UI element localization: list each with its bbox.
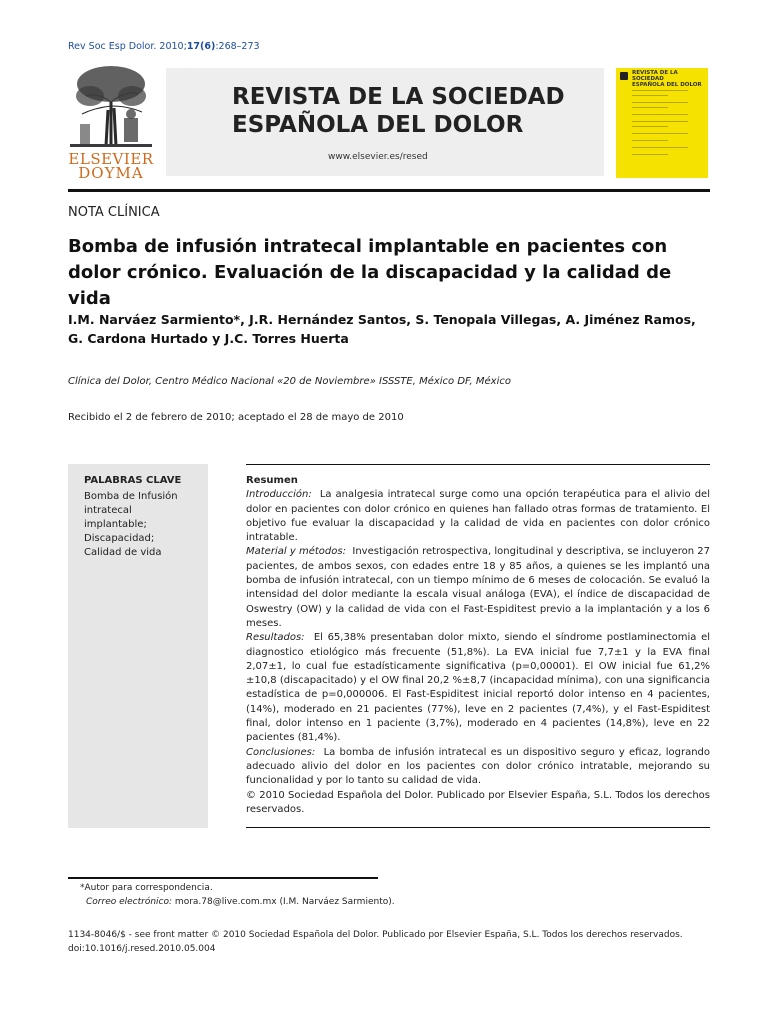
keyword-item: intratecal: [84, 505, 132, 516]
abstract-conclusions: [246, 746, 710, 789]
footnote-corresponding: *Autor para correspondencia.: [80, 883, 213, 893]
affiliation: Clínica del Dolor, Centro Médico Nacional «20 de Noviembre» ISSSTE, México DF, México: [68, 376, 511, 387]
cover-title-line2: ESPAÑOLA DEL DOLOR: [632, 82, 702, 88]
cover-text-line: [632, 107, 668, 108]
header-rule: [68, 189, 710, 192]
abstract-copyright: © 2010 Sociedad Española del Dolor. Publicado por Elsevier España, S.L. Todos los derechos reservados.: [246, 789, 710, 815]
citation-volume: 17(6): [186, 41, 216, 52]
abstract-methods-text: Investigación retrospectiva, longitudinal y descriptiva, se incluyeron 27 pacientes, de ambos sexos, con edades entre 18 y 85 años, a quienes se les implantó una bomba de infusión intratecal, con un tiempo mínimo de 6 meses de colocación. Se evaluó la intensidad del dolor mediante la escala visual análoga (EVA), el índice de discapacidad de Oswestry (OW) y la calidad de vida con el Fast-Espiditest previo a la implantación y a los 6 meses.: [246, 546, 710, 629]
keyword-item: implantable;: [84, 519, 147, 530]
citation-line[interactable]: [68, 41, 260, 52]
keyword-item: Bomba de Infusión: [84, 491, 178, 502]
email-link[interactable]: mora.78@live.com.mx (I.M. Narváez Sarmiento).: [174, 897, 395, 907]
elsevier-logo: [68, 62, 154, 180]
footnote-email: [86, 897, 395, 907]
keywords-heading: PALABRAS CLAVE: [84, 475, 182, 486]
cover-text-line: [632, 121, 688, 122]
keyword-item: Calidad de vida: [84, 547, 162, 558]
keywords-list: [84, 490, 204, 560]
authors-line2[interactable]: G. Cardona Hurtado y J.C. Torres Huerta: [68, 331, 349, 346]
abstract-methods: [246, 545, 710, 631]
abstract-methods-label: Material y métodos:: [246, 546, 346, 558]
abstract-intro-label: Introducción:: [246, 489, 312, 501]
abstract-rule-top: [246, 464, 710, 465]
abstract-introduction: [246, 488, 710, 545]
received-dates: Recibido el 2 de febrero de 2010; aceptado el 28 de mayo de 2010: [68, 412, 404, 423]
journal-title-line2: ESPAÑOLA DEL DOLOR: [232, 112, 524, 138]
authors-line1[interactable]: I.M. Narváez Sarmiento*, J.R. Hernández Santos, S. Tenopala Villegas, A. Jiménez Ramos,: [68, 312, 696, 327]
abstract-results: [246, 631, 710, 745]
doi-link[interactable]: doi:10.1016/j.resed.2010.05.004: [68, 944, 216, 954]
keywords-box: [68, 464, 208, 828]
cover-title-line1: REVISTA DE LA SOCIEDAD: [632, 70, 678, 82]
abstract-results-label: Resultados:: [246, 632, 305, 644]
section-label: NOTA CLÍNICA: [68, 205, 160, 220]
citation-journal: Rev Soc Esp Dolor.: [68, 41, 157, 52]
elsevier-tree-logo-icon: [68, 62, 154, 150]
journal-title-line1: REVISTA DE LA SOCIEDAD: [232, 84, 565, 110]
cover-title: [632, 70, 708, 88]
author-list: [68, 310, 718, 348]
journal-cover-thumbnail-icon: [616, 68, 708, 178]
cover-text-line: [632, 114, 688, 115]
citation-year: 2010;: [159, 41, 187, 52]
keyword-item: Discapacidad;: [84, 533, 155, 544]
cover-text-line: [632, 90, 688, 91]
abstract: [246, 474, 710, 817]
cover-text-line: [632, 140, 668, 141]
publisher-name-line2: DOYMA: [78, 164, 144, 182]
cover-text-line: [632, 147, 688, 148]
issn-line: 1134-8046/$ - see front matter © 2010 Sociedad Española del Dolor. Publicado por Elsevier España, S.L. Todos los derechos reservados.: [68, 930, 683, 940]
abstract-results-text: El 65,38% presentaban dolor mixto, siendo el síndrome postlaminectomia el diagnostico etiológico más frecuente (51,8%). La EVA inicial fue 7,7±1 y la EVA final 2,07±1, lo cual fue estadísticamente significativa (p=0,00001). El OW inicial fue 61,2%±10,8 (discapacitado) y el OW final 20,2 %±8,7 (incapacidad mínima), con una significancia estadística de p=0,000006. El Fast-Espiditest inicial reportó dolor intenso en 4 pacientes, (14%), moderado en 21 pacientes (77%), leve en 2 pacientes (7,4%), y el Fast-Espiditest final, dolor intenso en 1 paciente (3,7%), moderado en 4 pacientes (14,8%), leve en 22 pacientes (81,4%).: [246, 632, 711, 744]
footnote-rule: [68, 877, 378, 879]
journal-banner: [166, 68, 604, 176]
journal-url-link[interactable]: www.elsevier.es/resed: [328, 152, 428, 162]
email-label: Correo electrónico:: [86, 897, 173, 907]
cover-text-line: [632, 102, 688, 103]
publisher-name-line1: ELSEVIER: [68, 150, 154, 168]
cover-text-line: [632, 133, 688, 134]
cover-text-line: [632, 126, 668, 127]
abstract-intro-text: La analgesia intratecal surge como una opción terapéutica para el alivio del dolor en pacientes con dolor crónico en quienes han fallado otras formas de tratamiento. El objetivo fue evaluar la discapacidad y la calidad de vida en pacientes con dolor crónico intratable.: [246, 489, 710, 544]
abstract-rule-bottom: [246, 827, 710, 828]
cover-text-line: [632, 154, 668, 155]
abstract-conclusions-label: Conclusiones:: [246, 746, 316, 758]
citation-pages: :268–273: [215, 41, 260, 52]
cover-badge: [620, 72, 628, 80]
cover-text-line: [632, 95, 668, 96]
article-title: Bomba de infusión intratecal implantable en pacientes con dolor crónico. Evaluación de la discapacidad y la calidad de vida: [68, 236, 672, 309]
abstract-heading: Resumen: [246, 475, 298, 486]
abstract-conclusions-text: La bomba de infusión intratecal es un dispositivo seguro y eficaz, logrando adecuado alivio del dolor en los pacientes con dolor crónico intratable, mejorando su funcionalidad y por lo tanto su calidad de vida.: [246, 746, 711, 787]
